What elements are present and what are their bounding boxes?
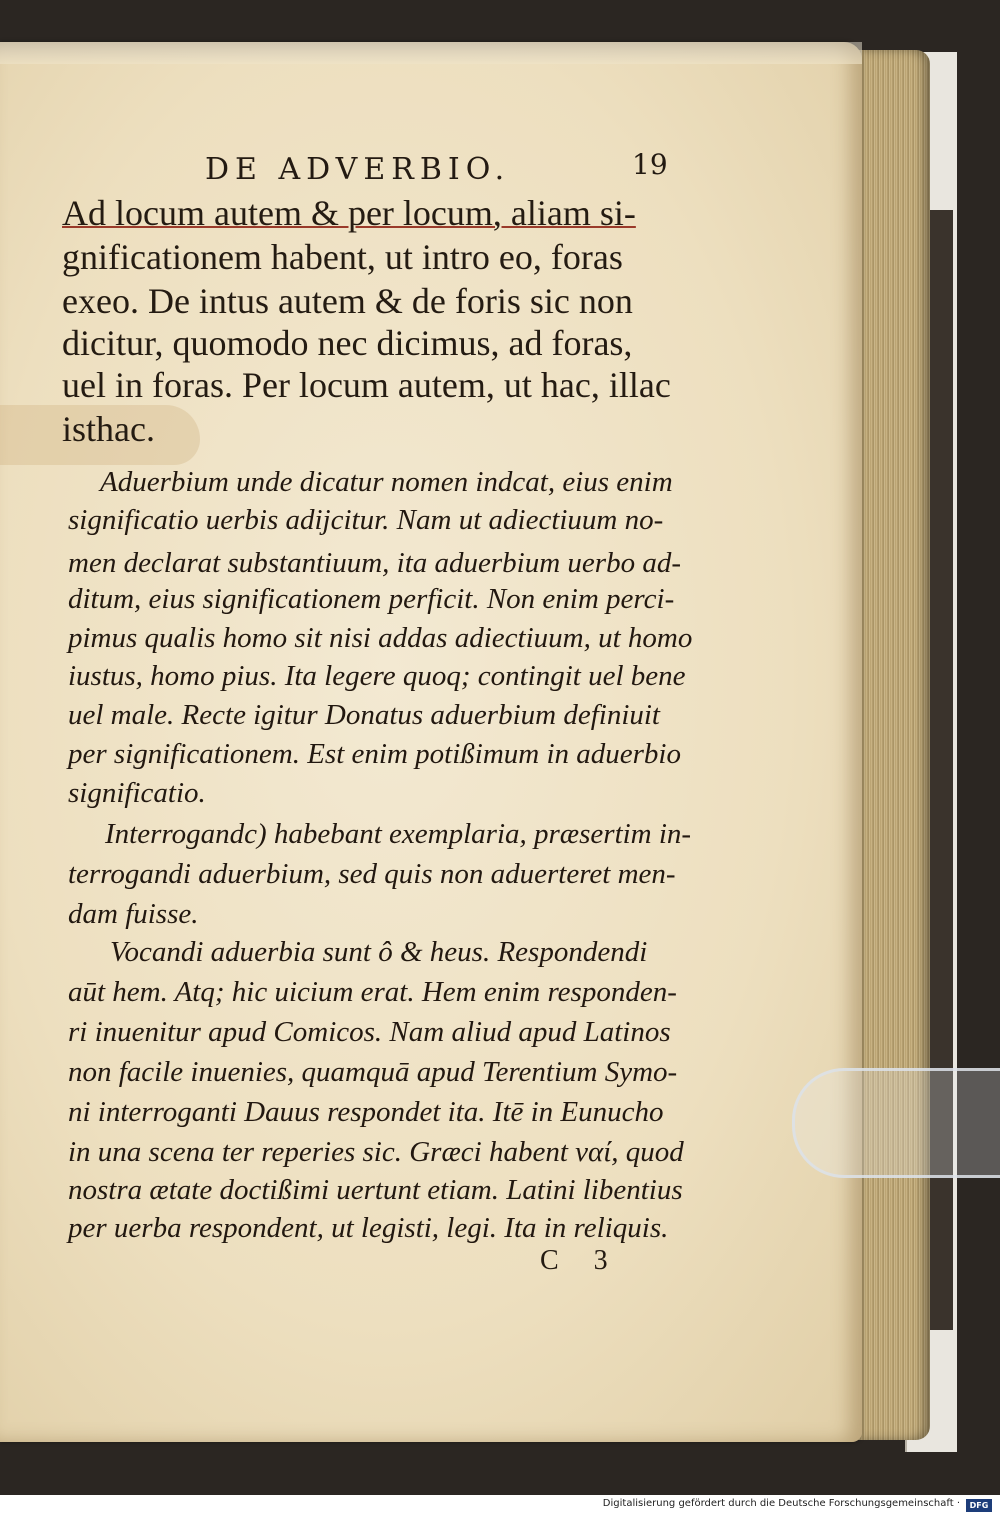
page-clip bbox=[792, 1068, 1000, 1178]
text-line: men declarat substantiuum, ita aduerbium uerbo ad- bbox=[68, 547, 681, 579]
text-line: Interrogandc) habebant exemplaria, præsertim in- bbox=[105, 818, 692, 850]
text-line: pimus qualis homo sit nisi addas adiectiuum, ut homo bbox=[68, 622, 693, 654]
running-head: DE ADVERBIO. bbox=[205, 152, 511, 187]
page-top-edge bbox=[0, 42, 862, 64]
text-line: per uerba respondent, ut legisti, legi. Ita in reliquis. bbox=[68, 1212, 669, 1244]
footer-bar bbox=[0, 1495, 1000, 1517]
funding-credit: Digitalisierung gefördert durch die Deutsche Forschungsgemeinschaft · bbox=[602, 1498, 960, 1509]
text-line: significatio. bbox=[68, 777, 206, 809]
page-number: 19 bbox=[632, 148, 668, 181]
text-line: isthac. bbox=[62, 409, 155, 449]
text-line: in una scena ter reperies sic. Græci habent ναί, quod bbox=[68, 1136, 684, 1168]
text-line: uel male. Recte igitur Donatus aduerbium definiuit bbox=[68, 699, 660, 731]
text-line: non facile inuenies, quamquā apud Terentium Symo- bbox=[68, 1056, 678, 1088]
text-line: Vocandi aduerbia sunt ô & heus. Respondendi bbox=[110, 936, 648, 968]
text-line: Ad locum autem & per locum, aliam si- bbox=[62, 193, 636, 233]
text-line: terrogandi aduerbium, sed quis non aduerteret men- bbox=[68, 858, 676, 890]
text-line: nostra ætate doctißimi uertunt etiam. Latini libentius bbox=[68, 1174, 683, 1206]
text-line: ri inuenitur apud Comicos. Nam aliud apud Latinos bbox=[68, 1016, 671, 1048]
text-line: dam fuisse. bbox=[68, 898, 199, 930]
text-line: aūt hem. Atq; hic uicium erat. Hem enim responden- bbox=[68, 976, 677, 1008]
dfg-logo-icon: DFG bbox=[966, 1499, 992, 1512]
text-line: ditum, eius significationem perficit. Non enim perci- bbox=[68, 583, 675, 615]
text-line: significatio uerbis adijcitur. Nam ut adiectiuum no- bbox=[68, 504, 664, 536]
text-line: gnificationem habent, ut intro eo, foras bbox=[62, 237, 623, 277]
text-line: uel in foras. Per locum autem, ut hac, illac bbox=[62, 365, 671, 405]
text-line: exeo. De intus autem & de foris sic non bbox=[62, 281, 633, 321]
text-line: Aduerbium unde dicatur nomen indcat, eius enim bbox=[100, 466, 673, 498]
text-line: ni interroganti Dauus respondet ita. Itē in Eunucho bbox=[68, 1096, 664, 1128]
text-line: per significationem. Est enim potißimum in aduerbio bbox=[68, 738, 681, 770]
signature-mark: C 3 bbox=[540, 1245, 622, 1276]
text-line: dicitur, quomodo nec dicimus, ad foras, bbox=[62, 323, 633, 363]
text-line: iustus, homo pius. Ita legere quoq; contingit uel bene bbox=[68, 660, 686, 692]
